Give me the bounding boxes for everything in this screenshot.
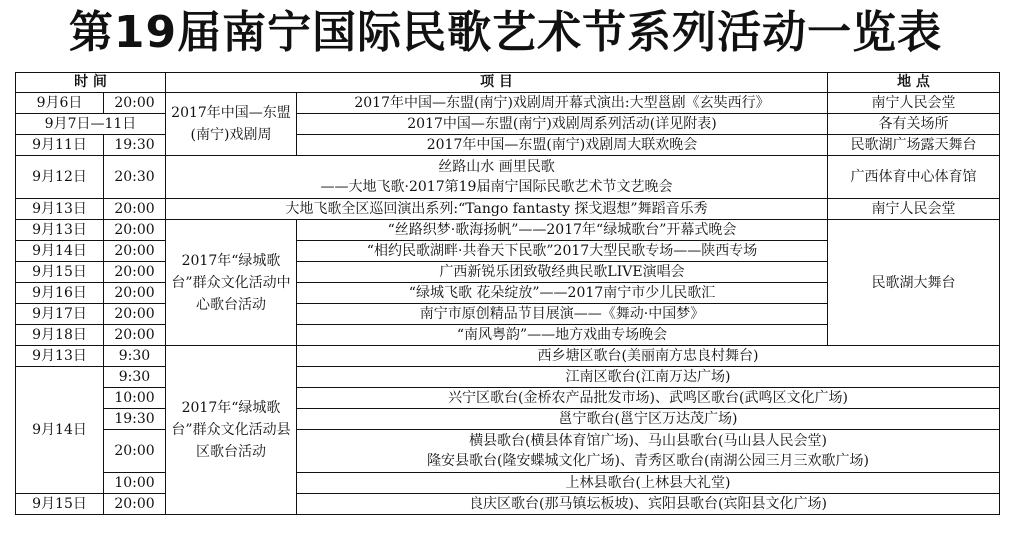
table-row: [16, 409, 1000, 430]
item-cell: 西乡塘区歌台(美丽南方忠良村舞台): [297, 346, 1000, 367]
time-cell: 20:00: [104, 494, 166, 515]
header-row: [16, 73, 1000, 93]
group-label-center-stage: 2017年“绿城歌台”群众文化活动中心歌台活动: [166, 220, 297, 346]
time-cell: 19:30: [104, 409, 166, 430]
time-cell: 10:00: [104, 388, 166, 409]
item-cell: “绿城飞歌 花朵绽放”——2017南宁市少儿民歌汇: [297, 283, 828, 304]
group-label-county-stages: 2017年“绿城歌台”群众文化活动县区歌台活动: [166, 346, 297, 515]
item-cell: 兴宁区歌台(金桥农产品批发市场)、武鸣区歌台(武鸣区文化广场): [297, 388, 1000, 409]
time-cell: 20:00: [104, 304, 166, 325]
time-cell: 20:00: [104, 199, 166, 220]
table-row: [16, 346, 1000, 367]
item-cell: “丝路织梦·歌海扬帆”——2017年“绿城歌台”开幕式晚会: [297, 220, 828, 241]
group-label-drama-week: 2017年中国—东盟(南宁)戏剧周: [166, 93, 297, 156]
location-cell-center-stage: 民歌湖大舞台: [828, 220, 1000, 346]
table-row: [16, 388, 1000, 409]
time-cell: 20:00: [104, 262, 166, 283]
item-cell: “相约民歌湖畔·共眷天下民歌”2017大型民歌专场——陕西专场: [297, 241, 828, 262]
item-line-2: ——大地飞歌·2017第19届南宁国际民歌艺术节文艺晚会: [320, 179, 673, 195]
item-cell: 2017年中国—东盟(南宁)戏剧周大联欢晚会: [297, 135, 828, 156]
schedule-table: [15, 72, 1000, 515]
item-cell: [297, 430, 1000, 473]
table-row: [16, 93, 1000, 114]
location-cell: 南宁人民会堂: [828, 93, 1000, 114]
item-cell: 邕宁歌台(邕宁区万达茂广场): [297, 409, 1000, 430]
item-cell: 南宁市原创精品节目展演——《舞动·中国梦》: [297, 304, 828, 325]
date-cell: 9月11日: [16, 135, 104, 156]
schedule-table-wrapper: [15, 72, 1000, 515]
date-cell: 9月17日: [16, 304, 104, 325]
page-title: 第19届南宁国际民歌艺术节系列活动一览表: [68, 7, 943, 58]
date-cell: 9月13日: [16, 199, 104, 220]
time-cell: 20:00: [104, 325, 166, 346]
time-cell: 20:00: [104, 220, 166, 241]
date-cell: 9月15日: [16, 494, 104, 515]
date-cell: 9月14日: [16, 241, 104, 262]
time-cell: 19:30: [104, 135, 166, 156]
time-cell: 20:00: [104, 430, 166, 473]
item-cell: 2017年中国—东盟(南宁)戏剧周开幕式演出:大型邕剧《玄奘西行》: [297, 93, 828, 114]
item-line-1: 丝路山水 画里民歌: [438, 159, 555, 175]
table-row: [16, 135, 1000, 156]
time-cell: 20:00: [104, 93, 166, 114]
item-line-1: 横县歌台(横县体育馆广场)、马山县歌台(马山县人民会堂): [469, 433, 827, 449]
item-cell: [166, 156, 828, 199]
date-cell: 9月15日: [16, 262, 104, 283]
location-cell: 各有关场所: [828, 114, 1000, 135]
item-cell: 上林县歌台(上林县大礼堂): [297, 473, 1000, 494]
table-row: [16, 114, 1000, 135]
time-cell: 20:30: [104, 156, 166, 199]
date-cell: 9月18日: [16, 325, 104, 346]
item-cell: 2017中国—东盟(南宁)戏剧周系列活动(详见附表): [297, 114, 828, 135]
date-cell: 9月14日: [16, 367, 104, 494]
time-cell: 20:00: [104, 241, 166, 262]
table-row: [16, 430, 1000, 473]
time-cell: 9:30: [104, 367, 166, 388]
date-cell: 9月13日: [16, 346, 104, 367]
item-cell: 广西新锐乐团致敬经典民歌LIVE演唱会: [297, 262, 828, 283]
table-row: [16, 156, 1000, 199]
header-time: 时 间: [16, 73, 166, 93]
location-cell: 民歌湖广场露天舞台: [828, 135, 1000, 156]
location-cell: 南宁人民会堂: [828, 199, 1000, 220]
date-cell: 9月6日: [16, 93, 104, 114]
item-cell: 江南区歌台(江南万达广场): [297, 367, 1000, 388]
date-cell: 9月16日: [16, 283, 104, 304]
date-cell: 9月7日—11日: [16, 114, 166, 135]
table-row: [16, 220, 1000, 241]
table-row: [16, 199, 1000, 220]
item-cell: “南风粤韵”——地方戏曲专场晚会: [297, 325, 828, 346]
item-cell: 良庆区歌台(那马镇坛板坡)、宾阳县歌台(宾阳县文化广场): [297, 494, 1000, 515]
time-cell: 9:30: [104, 346, 166, 367]
item-line-2: 隆安县歌台(隆安蝶城文化广场)、青秀区歌台(南湖公园三月三欢歌广场): [427, 453, 869, 469]
table-row: [16, 473, 1000, 494]
date-cell: 9月13日: [16, 220, 104, 241]
header-item: 项 目: [166, 73, 828, 93]
time-cell: 10:00: [104, 473, 166, 494]
time-cell: 20:00: [104, 283, 166, 304]
date-cell: 9月12日: [16, 156, 104, 199]
table-row: [16, 367, 1000, 388]
item-cell: 大地飞歌全区巡回演出系列:“Tango fantasty 探戈遐想”舞蹈音乐秀: [166, 199, 828, 220]
location-cell: 广西体育中心体育馆: [828, 156, 1000, 199]
header-location: 地 点: [828, 73, 1000, 93]
table-row: [16, 494, 1000, 515]
